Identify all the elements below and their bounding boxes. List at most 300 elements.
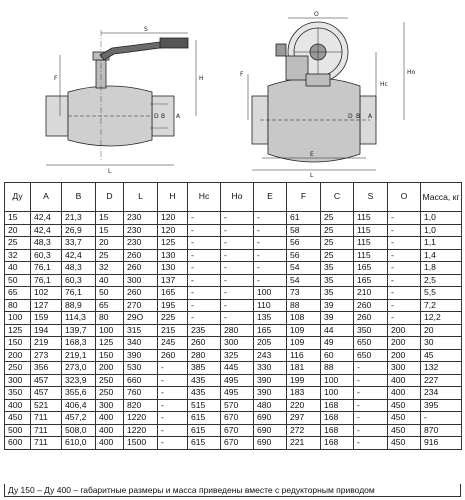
label-E-right: E	[310, 151, 314, 158]
table-row	[5, 387, 462, 400]
table-cell: 260	[354, 299, 388, 312]
table-cell: 227	[421, 374, 462, 387]
table-row	[5, 424, 462, 437]
table-cell: 1,4	[421, 249, 462, 262]
table-cell: 515	[188, 399, 221, 412]
table-cell: 56	[287, 237, 321, 250]
table-cell: 60,3	[31, 249, 62, 262]
table-cell: 445	[221, 362, 254, 375]
table-cell: 58	[287, 224, 321, 237]
table-cell: 200	[388, 349, 421, 362]
table-cell: 88	[287, 299, 321, 312]
table-row	[5, 299, 462, 312]
table-cell: 508,0	[62, 424, 96, 437]
table-cell: 25	[96, 249, 124, 262]
table-body	[5, 212, 462, 450]
table-cell: 250	[96, 374, 124, 387]
table-cell: 165	[158, 287, 188, 300]
dimensions-table	[4, 182, 462, 450]
label-F-right: F	[240, 71, 244, 78]
table-cell: -	[158, 437, 188, 450]
table-cell: 400	[388, 387, 421, 400]
col-header: F	[287, 183, 321, 212]
table-cell: -	[254, 237, 287, 250]
table-cell: 356	[31, 362, 62, 375]
table-cell: 615	[188, 412, 221, 425]
table-cell: 26,9	[62, 224, 96, 237]
table-cell: 125	[158, 237, 188, 250]
table-cell: 280	[188, 349, 221, 362]
table-cell: 7,2	[421, 299, 462, 312]
table-cell: -	[221, 237, 254, 250]
table-cell: -	[221, 274, 254, 287]
table-cell: 210	[354, 287, 388, 300]
table-cell: 457,2	[62, 412, 96, 425]
label-B-left: B	[161, 113, 166, 120]
table-cell: 315	[124, 324, 158, 337]
table-row	[5, 337, 462, 350]
table-cell: 495	[221, 387, 254, 400]
table-cell: -	[188, 274, 221, 287]
table-cell: 15	[5, 212, 31, 225]
table-cell: 325	[221, 349, 254, 362]
table-cell: 125	[5, 324, 31, 337]
table-cell: 1,0	[421, 212, 462, 225]
table-cell: 225	[158, 312, 188, 325]
table-cell: 15	[96, 212, 124, 225]
col-header-mass: Масса, кг	[421, 183, 462, 212]
table-cell: 76,1	[31, 274, 62, 287]
table-cell: 300	[5, 374, 31, 387]
table-cell: -	[158, 424, 188, 437]
table-cell: -	[354, 374, 388, 387]
table-cell: -	[221, 287, 254, 300]
table-cell: 450	[5, 412, 31, 425]
table-cell: 435	[188, 374, 221, 387]
table-row	[5, 212, 462, 225]
col-header: Ду	[5, 183, 31, 212]
table-cell: 760	[124, 387, 158, 400]
label-O: O	[314, 11, 319, 18]
table-cell: 330	[254, 362, 287, 375]
table-cell: 40	[96, 274, 124, 287]
table-cell: -	[354, 437, 388, 450]
table-cell: -	[158, 374, 188, 387]
table-row	[5, 399, 462, 412]
table-cell: 65	[5, 287, 31, 300]
table-cell: 350	[354, 324, 388, 337]
table-cell: 100	[321, 387, 354, 400]
table-cell: 1220	[124, 424, 158, 437]
table-cell: 21,3	[62, 212, 96, 225]
table-cell: 35	[321, 274, 354, 287]
table-cell: 435	[188, 387, 221, 400]
table-cell: -	[388, 287, 421, 300]
table-cell: 35	[321, 262, 354, 275]
table-cell: 181	[287, 362, 321, 375]
table-cell: 150	[5, 337, 31, 350]
table-cell: 109	[287, 337, 321, 350]
table-cell: 168	[321, 399, 354, 412]
table-cell: 183	[287, 387, 321, 400]
table-cell: 76,1	[31, 262, 62, 275]
table-cell: 32	[5, 249, 31, 262]
table-cell: 390	[254, 387, 287, 400]
table-cell: 495	[221, 374, 254, 387]
table-cell: 15	[96, 224, 124, 237]
table-cell: 2,5	[421, 274, 462, 287]
table-cell: 42,4	[31, 212, 62, 225]
table-cell: 480	[254, 399, 287, 412]
table-cell: 245	[158, 337, 188, 350]
valve-drawings	[0, 0, 465, 180]
table-cell: 500	[5, 424, 31, 437]
table-cell: 114,3	[62, 312, 96, 325]
table-cell: 139,7	[62, 324, 96, 337]
table-cell: 670	[221, 424, 254, 437]
table-cell: 115	[354, 212, 388, 225]
table-cell: 60	[321, 349, 354, 362]
table-cell: 400	[96, 412, 124, 425]
table-cell: 1,0	[421, 224, 462, 237]
table-cell: 1500	[124, 437, 158, 450]
table-cell: 42,4	[62, 249, 96, 262]
table-cell: 48,3	[62, 262, 96, 275]
table-cell: 127	[31, 299, 62, 312]
table-cell: 272	[287, 424, 321, 437]
col-header: L	[124, 183, 158, 212]
table-footnote: Ду 150 – Ду 400 – габаритные размеры и масса приведены вместе с редукторным приводом	[4, 484, 461, 497]
table-row	[5, 374, 462, 387]
table-cell: -	[158, 362, 188, 375]
table-cell: 33,7	[62, 237, 96, 250]
table-cell: 45	[421, 349, 462, 362]
table-cell: 50	[96, 287, 124, 300]
table-cell: 61	[287, 212, 321, 225]
table-cell: 40	[5, 262, 31, 275]
table-cell: 42,4	[31, 224, 62, 237]
gearbox-valve-view	[248, 18, 404, 170]
table-cell: -	[388, 274, 421, 287]
table-cell: 116	[287, 349, 321, 362]
table-cell: 260	[354, 312, 388, 325]
table-row	[5, 324, 462, 337]
table-cell: 25	[5, 237, 31, 250]
table-cell: 20	[96, 237, 124, 250]
table-cell: 530	[124, 362, 158, 375]
table-cell: -	[221, 262, 254, 275]
table-cell: 340	[124, 337, 158, 350]
table-cell: 5,5	[421, 287, 462, 300]
table-cell: 168	[321, 412, 354, 425]
table-cell: 100	[96, 324, 124, 337]
table-cell: 168	[321, 424, 354, 437]
table-cell: 205	[254, 337, 287, 350]
table-cell: 297	[287, 412, 321, 425]
table-cell: 88,9	[62, 299, 96, 312]
table-cell: 650	[354, 337, 388, 350]
lever-valve-view	[46, 30, 196, 165]
table-cell: 25	[321, 224, 354, 237]
table-cell: 521	[31, 399, 62, 412]
table-cell: 25	[321, 237, 354, 250]
table-cell: 1220	[124, 412, 158, 425]
table-cell: 20	[5, 224, 31, 237]
table-cell: 65	[96, 299, 124, 312]
table-cell: 50	[5, 274, 31, 287]
label-D-left: D	[154, 113, 159, 120]
col-header: B	[62, 183, 96, 212]
table-cell: -	[254, 212, 287, 225]
table-cell: 215	[158, 324, 188, 337]
col-header: E	[254, 183, 287, 212]
label-L-right: L	[310, 172, 314, 179]
table-cell: 165	[354, 274, 388, 287]
label-D-right: D	[348, 113, 353, 120]
table-cell: -	[188, 249, 221, 262]
table-cell: 390	[124, 349, 158, 362]
table-cell: 406,4	[62, 399, 96, 412]
table-cell: 12,2	[421, 312, 462, 325]
table-cell: 650	[354, 349, 388, 362]
table-cell: 100	[321, 374, 354, 387]
table-cell: -	[254, 274, 287, 287]
table-cell: 450	[388, 437, 421, 450]
table-cell: -	[388, 212, 421, 225]
table-cell: -	[388, 224, 421, 237]
table-cell: 165	[254, 324, 287, 337]
table-cell: 100	[254, 287, 287, 300]
table-cell: -	[388, 262, 421, 275]
table-cell: -	[158, 412, 188, 425]
table-cell: 200	[388, 337, 421, 350]
col-header: S	[354, 183, 388, 212]
table-cell: 615	[188, 424, 221, 437]
table-cell: 355,6	[62, 387, 96, 400]
table-cell: 1,1	[421, 237, 462, 250]
table-cell: 76,1	[62, 287, 96, 300]
table-row	[5, 287, 462, 300]
table-cell: 130	[158, 249, 188, 262]
table-cell: 221	[287, 437, 321, 450]
table-cell: 711	[31, 424, 62, 437]
table-cell: 711	[31, 412, 62, 425]
table-cell: 230	[124, 237, 158, 250]
table-cell: 25	[321, 212, 354, 225]
table-cell: 385	[188, 362, 221, 375]
table-cell: 220	[287, 399, 321, 412]
table-cell: 108	[287, 312, 321, 325]
table-row	[5, 412, 462, 425]
table-cell: 29O	[124, 312, 158, 325]
table-cell: -	[188, 262, 221, 275]
col-header: Ho	[221, 183, 254, 212]
table-cell: 80	[5, 299, 31, 312]
table-cell: 450	[388, 412, 421, 425]
label-Hc: Hc	[380, 81, 388, 88]
table-cell: 670	[221, 412, 254, 425]
table-cell: 457	[31, 387, 62, 400]
table-cell: 235	[188, 324, 221, 337]
table-cell: 100	[5, 312, 31, 325]
label-A-left: A	[176, 113, 181, 120]
table-cell: 120	[158, 224, 188, 237]
table-cell: 200	[5, 349, 31, 362]
table-cell: 110	[254, 299, 287, 312]
table-cell: 39	[321, 299, 354, 312]
label-L-left: L	[108, 168, 112, 175]
label-B-right: B	[356, 113, 361, 120]
table-cell: 300	[124, 274, 158, 287]
col-header: C	[321, 183, 354, 212]
table-cell: 273,0	[62, 362, 96, 375]
table-cell: -	[254, 262, 287, 275]
table-row	[5, 249, 462, 262]
table-cell: 243	[254, 349, 287, 362]
table-cell: -	[221, 212, 254, 225]
table-cell: 690	[254, 412, 287, 425]
table-cell: 125	[96, 337, 124, 350]
table-cell: 199	[287, 374, 321, 387]
table-cell: 54	[287, 262, 321, 275]
table-cell: -	[388, 299, 421, 312]
table-cell: 159	[31, 312, 62, 325]
table-cell: 1,8	[421, 262, 462, 275]
table-cell: 35	[321, 287, 354, 300]
table-cell: 219	[31, 337, 62, 350]
table-cell: 660	[124, 374, 158, 387]
table-cell: 234	[421, 387, 462, 400]
table-cell: 132	[421, 362, 462, 375]
table-cell: -	[354, 399, 388, 412]
table-cell: 165	[354, 262, 388, 275]
table-cell: 49	[321, 337, 354, 350]
table-cell: 690	[254, 437, 287, 450]
table-cell: 200	[388, 324, 421, 337]
table-cell: 400	[96, 424, 124, 437]
table-cell: 137	[158, 274, 188, 287]
col-header: Hc	[188, 183, 221, 212]
table-cell: -	[354, 387, 388, 400]
table-cell: -	[354, 412, 388, 425]
table-row	[5, 262, 462, 275]
table-cell: 115	[354, 237, 388, 250]
table-cell: 120	[158, 212, 188, 225]
table-cell: 870	[421, 424, 462, 437]
table-cell: 54	[287, 274, 321, 287]
table-cell: 820	[124, 399, 158, 412]
table-header-row	[5, 183, 462, 212]
table-row	[5, 362, 462, 375]
table-cell: -	[158, 399, 188, 412]
table-cell: 450	[388, 399, 421, 412]
table-cell: -	[188, 299, 221, 312]
table-cell: 115	[354, 224, 388, 237]
table-cell: 300	[388, 362, 421, 375]
table-row	[5, 274, 462, 287]
table-row	[5, 224, 462, 237]
table-cell: 690	[254, 424, 287, 437]
table-cell: 450	[388, 424, 421, 437]
table-cell: 130	[158, 262, 188, 275]
table-cell: 60,3	[62, 274, 96, 287]
table-cell: -	[188, 287, 221, 300]
table-cell: 219,1	[62, 349, 96, 362]
table-cell: 195	[158, 299, 188, 312]
table-cell: 194	[31, 324, 62, 337]
table-cell: 280	[221, 324, 254, 337]
table-cell: 115	[354, 249, 388, 262]
table-cell: 200	[96, 362, 124, 375]
table-cell: 260	[188, 337, 221, 350]
table-cell: 73	[287, 287, 321, 300]
table-cell: 395	[421, 399, 462, 412]
table-cell: 615	[188, 437, 221, 450]
table-cell: 56	[287, 249, 321, 262]
table-cell: -	[188, 224, 221, 237]
table-cell: -	[221, 312, 254, 325]
label-S: S	[144, 26, 148, 33]
table-row	[5, 349, 462, 362]
table-cell: 150	[96, 349, 124, 362]
table-cell: 916	[421, 437, 462, 450]
label-A-right: A	[368, 113, 373, 120]
table-cell: -	[354, 362, 388, 375]
table-cell: -	[254, 224, 287, 237]
table-cell: -	[188, 237, 221, 250]
table-cell: 250	[96, 387, 124, 400]
table-cell: -	[188, 212, 221, 225]
table-cell: 350	[5, 387, 31, 400]
table-cell: 400	[388, 374, 421, 387]
table-cell: 135	[254, 312, 287, 325]
col-header: D	[96, 183, 124, 212]
table-cell: 30	[421, 337, 462, 350]
table-cell: -	[188, 312, 221, 325]
table-cell: -	[388, 237, 421, 250]
table-cell: 390	[254, 374, 287, 387]
table-cell: 88	[321, 362, 354, 375]
label-F-left: F	[54, 75, 58, 82]
label-Ho: Ho	[407, 69, 416, 76]
table-row	[5, 437, 462, 450]
table-cell: -	[158, 387, 188, 400]
table-cell: 400	[96, 437, 124, 450]
table-cell: 711	[31, 437, 62, 450]
table-cell: 25	[321, 249, 354, 262]
table-cell: 230	[124, 224, 158, 237]
table-cell: 457	[31, 374, 62, 387]
col-header: O	[388, 183, 421, 212]
table-cell: -	[354, 424, 388, 437]
table-cell: 300	[221, 337, 254, 350]
table-cell: 20	[421, 324, 462, 337]
table-cell: -	[421, 412, 462, 425]
table-cell: 260	[124, 262, 158, 275]
table-cell: 48,3	[31, 237, 62, 250]
label-H-left: H	[199, 75, 204, 82]
table-cell: 109	[287, 324, 321, 337]
table-cell: 273	[31, 349, 62, 362]
table-cell: 260	[124, 287, 158, 300]
table-cell: 270	[124, 299, 158, 312]
table-cell: 600	[5, 437, 31, 450]
table-cell: -	[221, 299, 254, 312]
table-cell: 570	[221, 399, 254, 412]
table-cell: 250	[5, 362, 31, 375]
table-cell: -	[388, 312, 421, 325]
table-cell: 323,9	[62, 374, 96, 387]
